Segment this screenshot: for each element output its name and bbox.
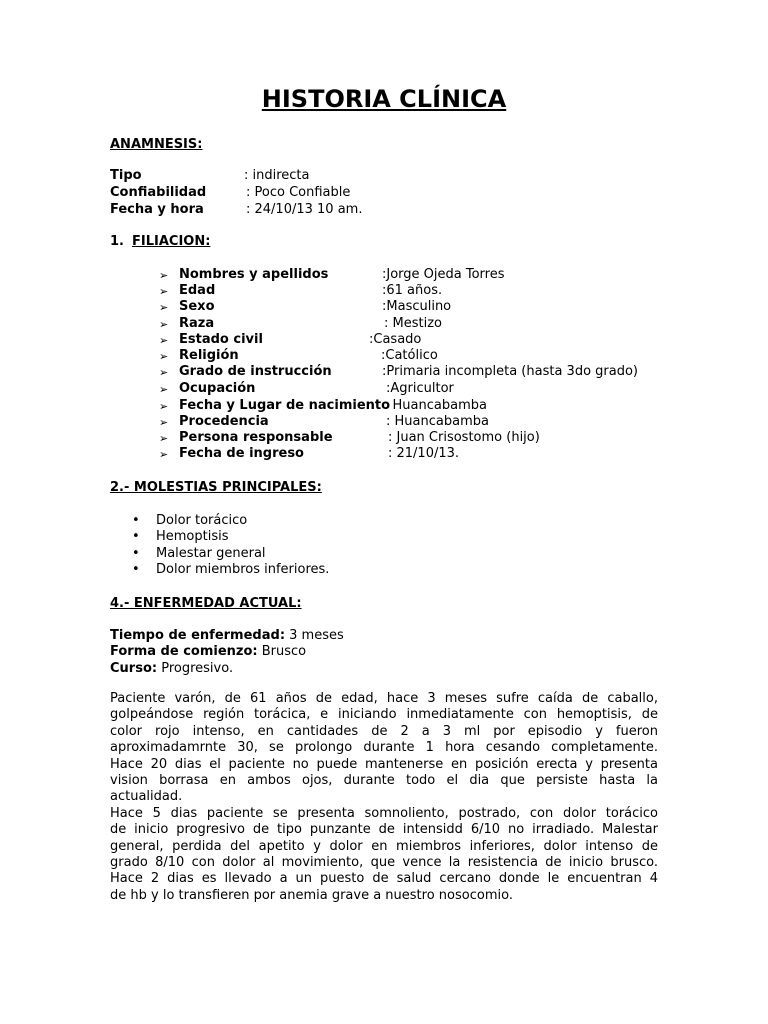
ocupacion-label: Ocupación bbox=[179, 381, 256, 396]
religion-value: :Católico bbox=[381, 348, 438, 363]
tipo-label: Tipo bbox=[110, 168, 142, 183]
relato-line: de hb y lo transfieren por anemia grave a nuestro nosocomio. bbox=[110, 887, 513, 903]
procedencia-label: Procedencia bbox=[179, 414, 269, 429]
fecha-ingreso-label: Fecha de ingreso bbox=[179, 446, 304, 461]
tiempo-enfermedad-line bbox=[110, 628, 344, 644]
arrow-bullet-icon: ➢ bbox=[159, 350, 169, 363]
religion-label: Religión bbox=[179, 348, 239, 363]
arrow-bullet-icon: ➢ bbox=[159, 285, 169, 298]
estado-civil-value: :Casado bbox=[369, 332, 422, 347]
filiacion-number: 1. bbox=[110, 234, 124, 249]
dot-bullet-icon: • bbox=[132, 562, 140, 577]
relato-line: general, perdida del apetito y dolor en miembros inferiores, dolor intenso de bbox=[110, 838, 658, 854]
curso-label: Curso: bbox=[110, 661, 158, 676]
enfermedad-heading: 4.- ENFERMEDAD ACTUAL: bbox=[110, 596, 302, 611]
relato-line: de inicio progresivo de tipo punzante de intensidd 6/10 no irradiado. Malestar bbox=[110, 822, 658, 838]
filiacion-heading: FILIACION: bbox=[132, 234, 211, 249]
relato-line: Hace 20 dias el paciente no puede mantenerse en posición erecta y presenta bbox=[110, 756, 658, 772]
relato-line: vision borrasa en ambos ojos, durante todo el dia que persiste hasta la bbox=[110, 773, 658, 789]
molestia-item: Dolor torácico bbox=[156, 513, 248, 528]
nombres-label: Nombres y apellidos bbox=[179, 267, 329, 282]
document-title: HISTORIA CLÍNICA bbox=[261, 85, 507, 113]
arrow-bullet-icon: ➢ bbox=[159, 400, 169, 413]
molestia-item: Malestar general bbox=[156, 546, 266, 561]
enfermedad-relato bbox=[110, 691, 658, 904]
forma-comienzo-line bbox=[110, 644, 306, 660]
arrow-bullet-icon: ➢ bbox=[159, 448, 169, 461]
persona-responsable-value: : Juan Crisostomo (hijo) bbox=[388, 430, 540, 445]
dot-bullet-icon: • bbox=[132, 513, 140, 528]
arrow-bullet-icon: ➢ bbox=[159, 416, 169, 429]
relato-line: golpeándose región torácica, e iniciando inmediatamente con hemoptisis, de bbox=[110, 707, 658, 723]
raza-value: : Mestizo bbox=[384, 316, 442, 331]
edad-label: Edad bbox=[179, 283, 216, 298]
confiabilidad-label: Confiabilidad bbox=[110, 185, 207, 200]
arrow-bullet-icon: ➢ bbox=[159, 301, 169, 314]
forma-label: Forma de comienzo: bbox=[110, 644, 258, 659]
molestias-heading: 2.- MOLESTIAS PRINCIPALES: bbox=[110, 480, 322, 495]
tiempo-value: 3 meses bbox=[285, 628, 344, 643]
procedencia-value: : Huancabamba bbox=[386, 414, 489, 429]
nacimiento-value: : Huancabamba bbox=[384, 398, 487, 413]
tiempo-label: Tiempo de enfermedad bbox=[110, 628, 280, 643]
fecha-ingreso-value: : 21/10/13. bbox=[388, 446, 460, 461]
fecha-hora-value: : 24/10/13 10 am. bbox=[246, 202, 363, 217]
raza-label: Raza bbox=[179, 316, 215, 331]
arrow-bullet-icon: ➢ bbox=[159, 432, 169, 445]
anamnesis-heading: ANAMNESIS: bbox=[110, 137, 203, 152]
relato-line: Paciente varón, de 61 años de edad, hace 3 meses sufre caída de caballo, bbox=[110, 691, 658, 706]
forma-value: Brusco bbox=[257, 644, 307, 659]
relato-line: aproximadamrnte 30, se prolongo durante 1 hora cesando completamente. bbox=[110, 740, 658, 756]
arrow-bullet-icon: ➢ bbox=[159, 334, 169, 347]
relato-line: actualidad. bbox=[110, 789, 183, 805]
relato-line: grado 8/10 con dolor al movimiento, que vence la resistencia de inicio brusco. bbox=[110, 855, 658, 871]
tipo-value: : indirecta bbox=[244, 168, 310, 183]
sexo-label: Sexo bbox=[179, 299, 215, 314]
dot-bullet-icon: • bbox=[132, 546, 140, 561]
persona-responsable-label: Persona responsable bbox=[179, 430, 333, 445]
relato-line: Hace 2 dias es llevado a un puesto de salud cercano donde le encuentran 4 bbox=[110, 871, 658, 887]
curso-value: Progresivo. bbox=[157, 661, 234, 676]
molestia-item: Dolor miembros inferiores. bbox=[156, 562, 330, 577]
confiabilidad-value: : Poco Confiable bbox=[246, 185, 351, 200]
molestia-item: Hemoptisis bbox=[156, 529, 229, 544]
curso-line bbox=[110, 661, 233, 677]
grado-instruccion-value: :Primaria incompleta (hasta 3do grado) bbox=[382, 364, 639, 379]
arrow-bullet-icon: ➢ bbox=[159, 318, 169, 331]
dot-bullet-icon: • bbox=[132, 529, 140, 544]
arrow-bullet-icon: ➢ bbox=[159, 366, 169, 379]
relato-line: Hace 5 dias paciente se presenta somnoliento, postrado, con dolor torácico bbox=[110, 805, 658, 821]
edad-value: :61 años. bbox=[382, 283, 443, 298]
grado-instruccion-label: Grado de instrucción bbox=[179, 364, 332, 379]
nombres-value: :Jorge Ojeda Torres bbox=[382, 267, 505, 282]
sexo-value: :Masculino bbox=[382, 299, 452, 314]
nacimiento-label: Fecha y Lugar de nacimiento bbox=[179, 398, 391, 413]
relato-line: color rojo intenso, en cantidades de 2 a 3 ml por episodio y fueron bbox=[110, 723, 658, 739]
tiempo-colon: : bbox=[279, 628, 286, 643]
estado-civil-label: Estado civil bbox=[179, 332, 263, 347]
ocupacion-value: :Agricultor bbox=[386, 381, 454, 396]
arrow-bullet-icon: ➢ bbox=[159, 383, 169, 396]
arrow-bullet-icon: ➢ bbox=[159, 269, 169, 282]
fecha-hora-label: Fecha y hora bbox=[110, 202, 204, 217]
